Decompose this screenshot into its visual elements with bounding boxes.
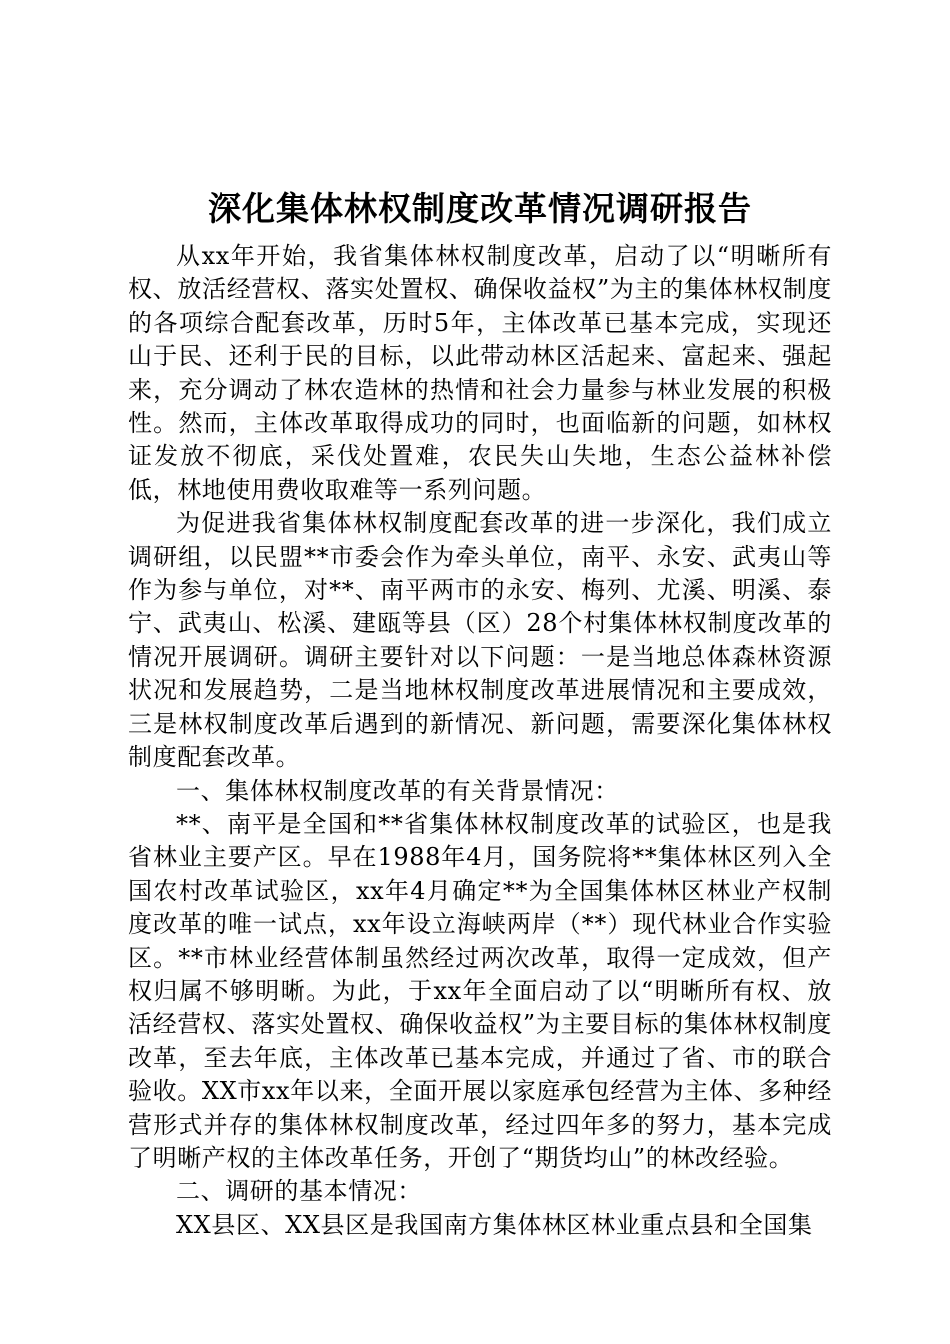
document-title: 深化集体林权制度改革情况调研报告 [208,189,752,228]
section-heading-background: 一、集体林权制度改革的有关背景情况： [176,776,619,805]
paragraph-background: **、南平是全国和**省集体林权制度改革的试验区，也是我省林业主要产区。早在1988年4月，国务院将**集体林区列入全国农村改革试验区，xx年4月确定**为全国集体林区林业产权制度改革的唯一试点，xx年设立海峡两岸（**）现代林业合作实验区。**市林业经营体制虽然经过两次改革，取得一定成效，但产权归属不够明晰。为此，于xx年全面启动了以“明晰所有权、放活经营权、落实处置权、确保收益权”为主要目标的集体林权制度改革，至去年底，主体改革已基本完成，并通过了省、市的联合验收。XX市xx年以来，全面开展以家庭承包经营为主体、多种经营形式并存的集体林权制度改革，经过四年多的努力，基本完成了明晰产权的主体改革任务，开创了“期货均山”的林改经验。 [128,809,832,1172]
paragraph-research-group: 为促进我省集体林权制度配套改革的进一步深化，我们成立调研组，以民盟**市委会作为牵头单位，南平、永安、武夷山等作为参与单位，对**、南平两市的永安、梅列、尤溪、明溪、泰宁、武夷山、松溪、建瓯等县（区）28个村集体林权制度改革的情况开展调研。调研主要针对以下问题：一是当地总体森林资源状况和发展趋势，二是当地林权制度改革进展情况和主要成效，三是林权制度改革后遇到的新情况、新问题，需要深化集体林权制度配套改革。 [128,509,832,772]
paragraph-intro: 从xx年开始，我省集体林权制度改革，启动了以“明晰所有权、放活经营权、落实处置权、确保收益权”为主的集体林权制度的各项综合配套改革，历时5年，主体改革已基本完成，实现还山于民、还利于民的目标，以此带动林区活起来、富起来、强起来，充分调动了林农造林的热情和社会力量参与林业发展的积极性。然而，主体改革取得成功的同时，也面临新的问题，如林权证发放不彻底，采伐处置难，农民失山失地，生态公益林补偿低，林地使用费收取难等一系列问题。 [128,242,832,504]
paragraph-basic-situation: XX县区、XX县区是我国南方集体林区林业重点县和全国集 [176,1210,813,1239]
document-page [128,180,832,1242]
section-heading-basic-situation: 二、调研的基本情况： [176,1177,422,1206]
